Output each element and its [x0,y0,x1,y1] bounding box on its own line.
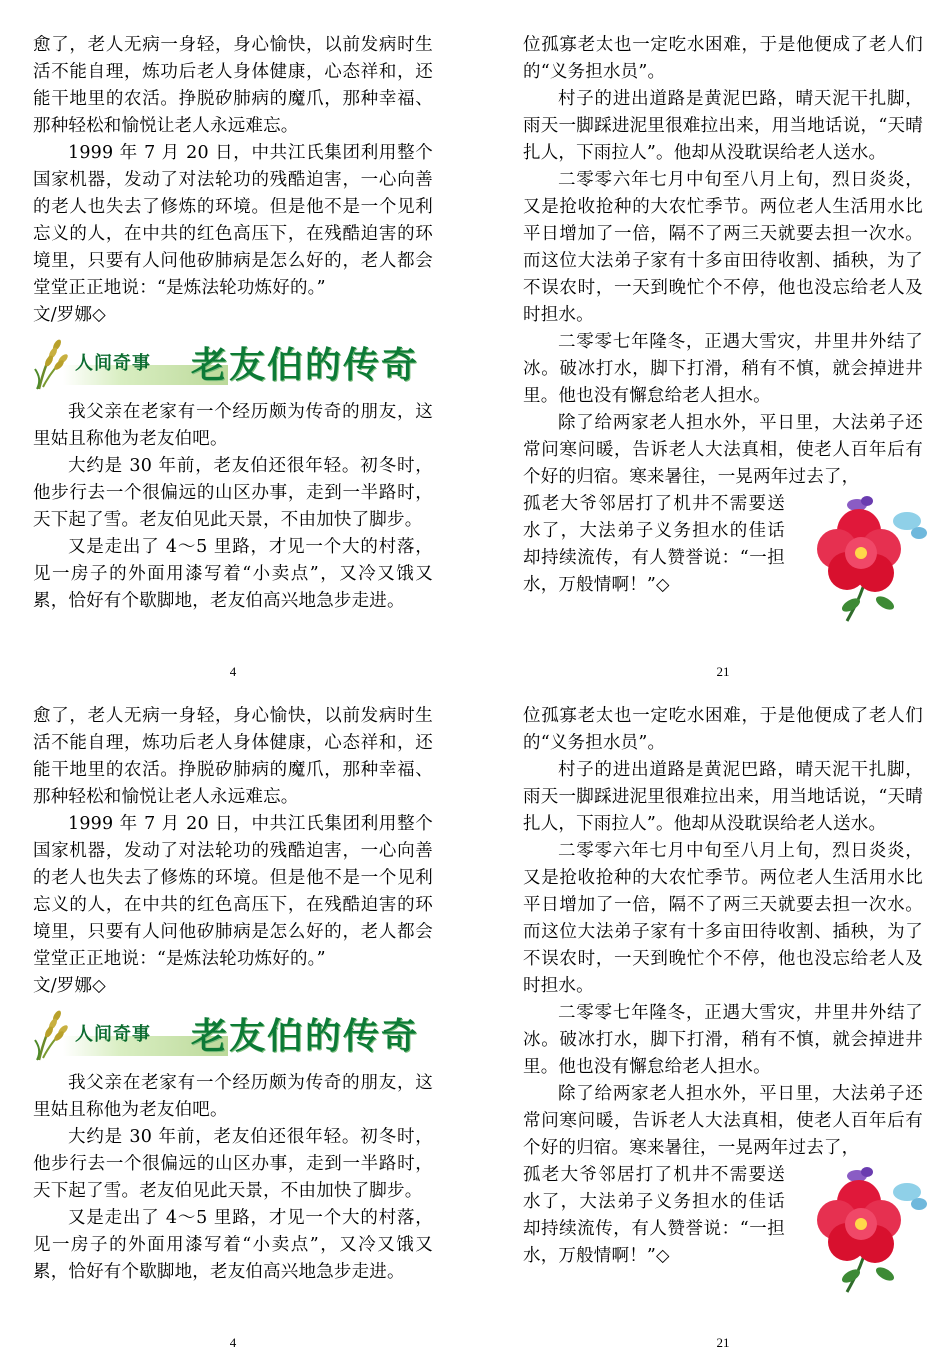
left-para-2: 1999 年 7 月 20 日，中共江氏集团利用整个国家机器，发动了对法轮功的残酷迫害，一心向善的老人也失去了修炼的环境。但是他不是一个见利忘义的人，在中共的红色高压下，在残酷迫害的环境里，只要有人问他矽肺病是怎么好的，老人都会堂堂正正地说：“是炼法轮功炼好的。” [33,143,433,298]
left-signature: 文/罗娜◇ [33,305,106,325]
right-para-6: 孤老大爷邻居打了机井不需要送水了，大法弟子义务担水的佳话却持续流传，有人赞誉说：“一担水，万般情啊！”◇ [523,494,785,595]
right-para-1: 位孤寡老太也一定吃水困难，于是他便成了老人们的“义务担水员”。 [523,35,923,82]
flower-wrap [523,491,923,599]
page-number-left: 4 [229,1335,237,1350]
flower-icon [807,1164,935,1296]
left-para-4: 大约是 30 年前，老友伯还很年轻。初冬时，他步行去一个很偏远的山区办事，走到一半路时，天下起了雪。老友伯见此天景，不由加快了脚步。 [33,1127,433,1201]
right-para-2: 村子的进出道路是黄泥巴路，晴天泥干扎脚，雨天一脚踩进泥里很难拉出来，用当地话说，“天晴扎人，下雨拉人”。他却从没耽误给老人送水。 [523,760,923,834]
right-para-5: 除了给两家老人担水外，平日里，大法弟子还常问寒问暖，告诉老人大法真相，使老人百年后有个好的归宿。寒来暑往，一晃两年过去了， [523,1084,923,1158]
article-title: 老友伯的传奇 [191,1016,420,1057]
page-number-right: 21 [716,1335,730,1350]
right-para-2: 村子的进出道路是黄泥巴路，晴天泥干扎脚，雨天一脚踩进泥里很难拉出来，用当地话说，“天晴扎人，下雨拉人”。他却从没耽误给老人送水。 [523,89,923,163]
left-para-5: 又是走出了 4～5 里路，才见一个大的村落，见一房子的外面用漆写着“小卖点”，又冷又饿又累，恰好有个歇脚地，老友伯高兴地急步走进。 [33,537,433,611]
left-para-1: 愈了，老人无病一身轻，身心愉快，以前发病时生活不能自理，炼功后老人身体健康，心态祥和，还能干地里的农活。挣脱矽肺病的魔爪，那种幸福、那种轻松和愉悦让老人永远难忘。 [33,706,433,807]
left-signature: 文/罗娜◇ [33,976,106,996]
right-page-top [523,32,923,679]
banner-tag: 人间奇事 [75,1024,151,1045]
right-para-1: 位孤寡老太也一定吃水困难，于是他便成了老人们的“义务担水员”。 [523,706,923,753]
left-page-top [33,32,433,679]
page-number-left: 4 [229,664,237,679]
left-page-bottom [33,703,433,1350]
left-para-5: 又是走出了 4～5 里路，才见一个大的村落，见一房子的外面用漆写着“小卖点”，又冷又饿又累，恰好有个歇脚地，老友伯高兴地急步走进。 [33,1208,433,1282]
right-para-3: 二零零六年七月中旬至八月上旬，烈日炎炎，又是抢收抢种的大农忙季节。两位老人生活用水比平日增加了一倍，隔不了两三天就要去担一次水。而这位大法弟子家有十多亩田待收割、插秧，为了不误农时，一天到晚忙个不停，他也没忘给老人及时担水。 [523,170,923,325]
right-para-3: 二零零六年七月中旬至八月上旬，烈日炎炎，又是抢收抢种的大农忙季节。两位老人生活用水比平日增加了一倍，隔不了两三天就要去担一次水。而这位大法弟子家有十多亩田待收割、插秧，为了不误农时，一天到晚忙个不停，他也没忘给老人及时担水。 [523,841,923,996]
flower-wrap [523,1162,923,1270]
left-para-3: 我父亲在老家有一个经历颇为传奇的朋友，这里姑且称他为老友伯吧。 [33,1073,433,1120]
right-page-bottom [523,703,923,1350]
left-para-4: 大约是 30 年前，老友伯还很年轻。初冬时，他步行去一个很偏远的山区办事，走到一半路时，天下起了雪。老友伯见此天景，不由加快了脚步。 [33,456,433,530]
page-number-right: 21 [716,664,730,679]
flower-icon [807,493,935,625]
article-banner [33,335,433,391]
left-para-2: 1999 年 7 月 20 日，中共江氏集团利用整个国家机器，发动了对法轮功的残酷迫害，一心向善的老人也失去了修炼的环境。但是他不是一个见利忘义的人，在中共的红色高压下，在残酷迫害的环境里，只要有人问他矽肺病是怎么好的，老人都会堂堂正正地说：“是炼法轮功炼好的。” [33,814,433,969]
left-para-3: 我父亲在老家有一个经历颇为传奇的朋友，这里姑且称他为老友伯吧。 [33,402,433,449]
banner-tag: 人间奇事 [75,353,151,374]
right-para-5: 除了给两家老人担水外，平日里，大法弟子还常问寒问暖，告诉老人大法真相，使老人百年后有个好的归宿。寒来暑往，一晃两年过去了， [523,413,923,487]
left-para-1: 愈了，老人无病一身轻，身心愉快，以前发病时生活不能自理，炼功后老人身体健康，心态祥和，还能干地里的农活。挣脱矽肺病的魔爪，那种幸福、那种轻松和愉悦让老人永远难忘。 [33,35,433,136]
right-para-4: 二零零七年隆冬，正遇大雪灾，井里井外结了冰。破冰打水，脚下打滑，稍有不慎，就会掉进井里。他也没有懈怠给老人担水。 [523,332,923,406]
right-para-4: 二零零七年隆冬，正遇大雪灾，井里井外结了冰。破冰打水，脚下打滑，稍有不慎，就会掉进井里。他也没有懈怠给老人担水。 [523,1003,923,1077]
article-title: 老友伯的传奇 [191,345,420,386]
right-para-6: 孤老大爷邻居打了机井不需要送水了，大法弟子义务担水的佳话却持续流传，有人赞誉说：“一担水，万般情啊！”◇ [523,1165,785,1266]
article-banner [33,1006,433,1062]
